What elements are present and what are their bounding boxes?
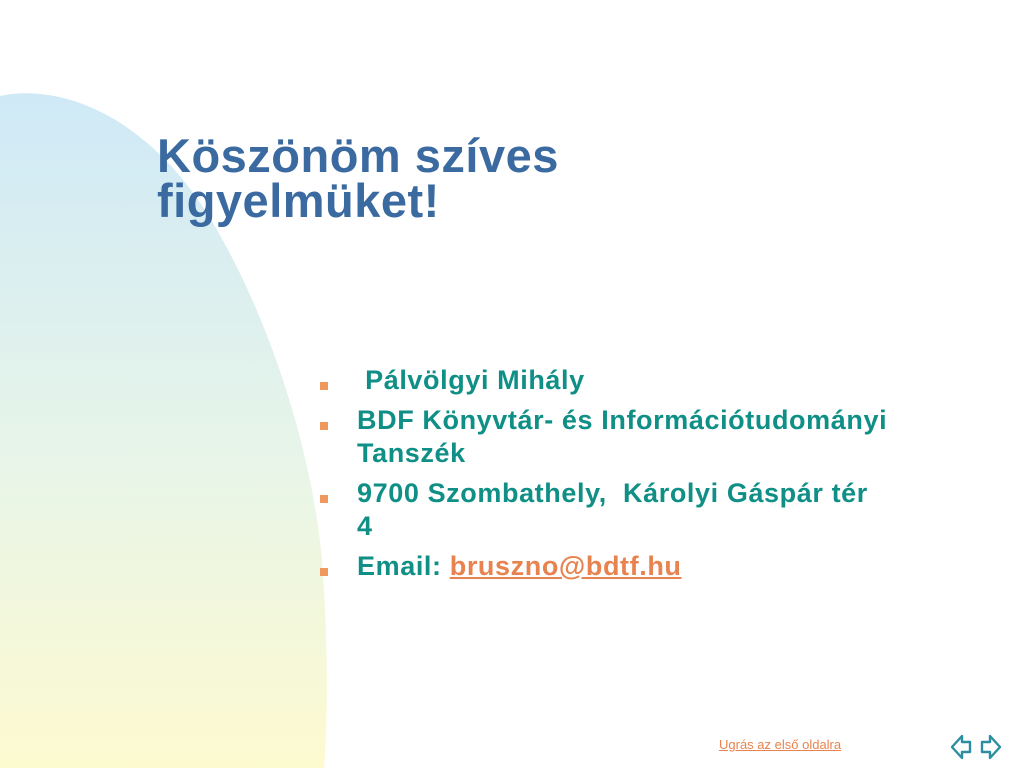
- bullet-marker: [320, 495, 328, 503]
- bullet-marker: [320, 422, 328, 430]
- slide-title: Köszönöm szíves figyelmüket!: [157, 129, 559, 227]
- bullet-text: Pálvölgyi Mihály: [357, 365, 585, 395]
- bullet-marker: [320, 568, 328, 576]
- back-forward-arrows-icon[interactable]: [950, 730, 1002, 764]
- bullet-text: 9700 Szombathely, Károlyi Gáspár tér 4: [357, 478, 877, 541]
- bullet-list: [318, 364, 958, 590]
- bullet-item: [318, 404, 958, 470]
- bullet-marker: [320, 382, 328, 390]
- bullet-item: [318, 550, 958, 583]
- email-label: Email:: [357, 551, 450, 581]
- bullet-item: [318, 364, 958, 397]
- bullet-text: BDF Könyvtár- és Információtudományi Tanszék: [357, 405, 888, 468]
- bullet-text: [357, 550, 927, 583]
- bullet-item: [318, 477, 958, 543]
- jump-to-first-slide-link[interactable]: Ugrás az első oldalra: [719, 737, 842, 752]
- email-link[interactable]: bruszno@bdtf.hu: [449, 551, 682, 581]
